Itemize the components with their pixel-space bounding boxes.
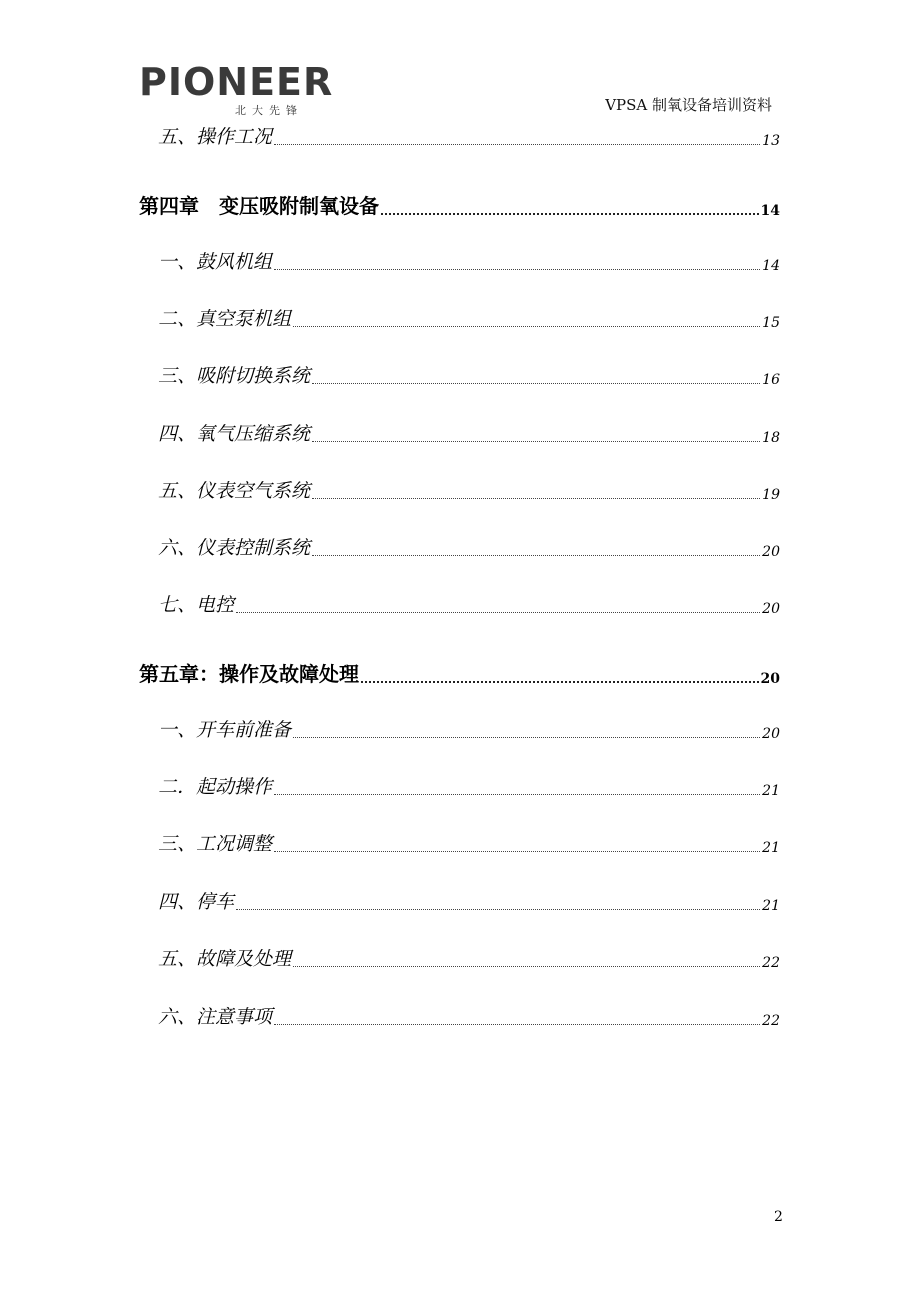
toc-leader-dots [274, 793, 760, 795]
toc-entry-title: 六、仪表控制系统 [158, 537, 311, 559]
toc-entry-page: 22 [762, 1013, 780, 1029]
toc-leader-dots [274, 268, 760, 270]
toc-leader-dots [236, 611, 760, 613]
toc-entry-title: 五、仪表空气系统 [158, 480, 311, 502]
toc-entry-title: 二．起动操作 [158, 776, 273, 798]
toc-entry[interactable] [158, 944, 780, 971]
toc-entry-page: 20 [762, 726, 780, 742]
toc-entry-title: 六、注意事项 [158, 1006, 273, 1028]
toc-entry[interactable] [158, 533, 780, 560]
logo-subtitle: 北大先锋 [235, 104, 303, 117]
logo-wordmark: PIONEER [139, 60, 334, 104]
toc-entry-page: 15 [762, 315, 780, 331]
toc-leader-dots [312, 382, 760, 384]
toc-entry[interactable] [158, 887, 780, 914]
toc-chapter-entry[interactable] [139, 190, 780, 219]
toc-entry-page: 20 [762, 544, 780, 560]
toc-entry-page: 20 [762, 601, 780, 617]
toc-entry-title: 一、鼓风机组 [158, 251, 273, 273]
toc-entry-title: 四、氧气压缩系统 [158, 423, 311, 445]
toc-entry-title: 五、故障及处理 [158, 948, 292, 970]
toc-leader-dots [312, 497, 760, 499]
toc-entry[interactable] [158, 361, 780, 388]
toc-leader-dots [274, 850, 760, 852]
toc-leader-dots [236, 908, 760, 910]
toc-entry[interactable] [158, 772, 780, 799]
toc-entry[interactable] [158, 122, 780, 149]
toc-chapter-page: 14 [760, 203, 780, 219]
toc-entry-page: 16 [762, 372, 780, 388]
page-number: 2 [774, 1209, 783, 1225]
toc-entry[interactable] [158, 1002, 780, 1029]
toc-entry[interactable] [158, 419, 780, 446]
toc-entry[interactable] [158, 829, 780, 856]
toc-leader-dots [293, 736, 760, 738]
toc-leader-dots [274, 143, 760, 145]
toc-entry-page: 21 [762, 840, 780, 856]
toc-entry[interactable] [158, 247, 780, 274]
toc-chapter-entry[interactable] [139, 658, 780, 687]
toc-leader-dots [361, 680, 759, 683]
toc-entry-title: 一、开车前准备 [158, 719, 292, 741]
toc-leader-dots [312, 440, 760, 442]
toc-entry-page: 19 [762, 487, 780, 503]
document-title: VPSA 制氧设备培训资料 [605, 96, 772, 114]
toc-leader-dots [293, 965, 760, 967]
toc-chapter-page: 20 [760, 671, 780, 687]
toc-entry-title: 五、操作工况 [158, 126, 273, 148]
toc-entry-title: 三、吸附切换系统 [158, 365, 311, 387]
toc-leader-dots [274, 1023, 760, 1025]
toc-leader-dots [312, 554, 760, 556]
toc-entry[interactable] [158, 590, 780, 617]
toc-chapter-title: 第四章 变压吸附制氧设备 [139, 194, 379, 218]
toc-entry[interactable] [158, 715, 780, 742]
toc-entry-title: 二、真空泵机组 [158, 308, 292, 330]
toc-leader-dots [293, 325, 760, 327]
toc-entry-page: 22 [762, 955, 780, 971]
toc-entry-page: 18 [762, 430, 780, 446]
toc-chapter-title: 第五章：操作及故障处理 [139, 662, 359, 686]
toc-entry-page: 21 [762, 898, 780, 914]
toc-entry-title: 七、电控 [158, 594, 235, 616]
toc-entry[interactable] [158, 476, 780, 503]
toc-entry-title: 三、工况调整 [158, 833, 273, 855]
toc-entry-page: 13 [762, 133, 780, 149]
toc-entry-page: 14 [762, 258, 780, 274]
toc-entry-title: 四、停车 [158, 891, 235, 913]
toc-entry-page: 21 [762, 783, 780, 799]
toc-entry[interactable] [158, 304, 780, 331]
toc-leader-dots [381, 212, 759, 215]
